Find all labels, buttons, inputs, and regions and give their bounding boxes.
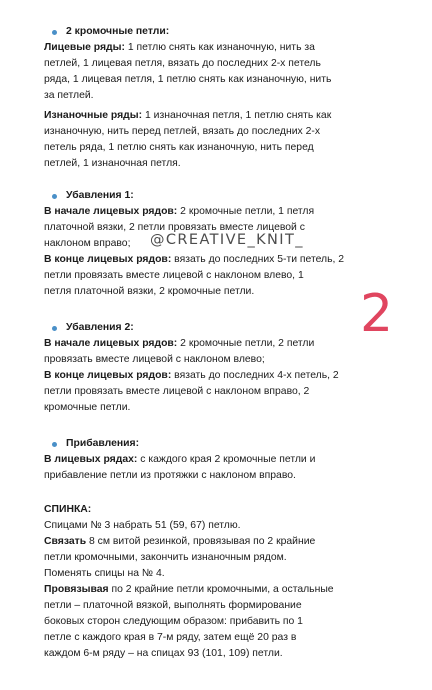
section-heading bbox=[52, 436, 384, 452]
section-heading bbox=[52, 24, 384, 40]
section-heading bbox=[52, 320, 384, 336]
paragraph-line: кромочные петли. bbox=[44, 402, 131, 413]
paragraph-line: петля платочной вязки, 2 кромочные петли. bbox=[44, 286, 255, 297]
text: 2 кромочные петли, 1 петля bbox=[177, 206, 315, 217]
paragraph-line: каждом 6-м ряду – на спицах 93 (101, 109) петли. bbox=[44, 648, 283, 659]
paragraph-line bbox=[44, 534, 384, 550]
paragraph-line: Спицами № 3 набрать 51 (59, 67) петлю. bbox=[44, 520, 241, 531]
label-purl-rows: Изнаночные ряды: bbox=[44, 110, 143, 121]
heading-text: Убавления 2: bbox=[66, 322, 134, 333]
heading-text: 2 кромочные петли: bbox=[66, 26, 170, 37]
paragraph-line bbox=[44, 582, 384, 598]
paragraph-line: ряда, 1 лицевая петля, 1 петлю снять как изнаночную, нить bbox=[44, 74, 332, 85]
section-heading bbox=[52, 188, 384, 204]
section-increases bbox=[44, 436, 384, 484]
paragraph-line: провязать вместе лицевой с наклоном влево; bbox=[44, 354, 265, 365]
bullet-icon bbox=[52, 442, 57, 447]
text: 8 см витой резинкой, провязывая по 2 крайние bbox=[86, 536, 316, 547]
paragraph-line: петли провязать вместе лицевой с наклоном вправо, 2 bbox=[44, 386, 310, 397]
bullet-icon bbox=[52, 30, 57, 35]
paragraph-line: изнаночную, нить перед петлей, вязать до последних 2-х bbox=[44, 126, 321, 137]
label-end-rows: В конце лицевых рядов: bbox=[44, 370, 172, 381]
text: вязать до последних 4-х петель, 2 bbox=[171, 370, 339, 381]
section-edge-stitches bbox=[44, 24, 384, 172]
text: 1 петлю снять как изнаночную, нить за bbox=[124, 42, 315, 53]
paragraph-line: платочной вязки, 2 петли провязать вместе лицевой с bbox=[44, 222, 305, 233]
label-knit-rows: В лицевых рядах: bbox=[44, 454, 138, 465]
heading-text: Убавления 1: bbox=[66, 190, 134, 201]
label-knitting: Провязывая bbox=[44, 584, 109, 595]
section-title: СПИНКА: bbox=[44, 504, 92, 515]
paragraph-line: петлей, 1 изнаночная петля. bbox=[44, 158, 181, 169]
paragraph-line bbox=[44, 204, 384, 220]
paragraph-line bbox=[44, 252, 384, 268]
label-end-rows: В конце лицевых рядов: bbox=[44, 254, 172, 265]
paragraph-line: петлей, 1 лицевая петля, вязать до последних 2-х петель bbox=[44, 58, 321, 69]
label-start-rows: В начале лицевых рядов: bbox=[44, 338, 178, 349]
paragraph-line: петли – платочной вязкой, выполнять формирование bbox=[44, 600, 302, 611]
paragraph-line: боковых сторон следующим образом: прибавить по 1 bbox=[44, 616, 303, 627]
paragraph-line: Поменять спицы на № 4. bbox=[44, 568, 165, 579]
paragraph-line: петле с каждого края в 7-м ряду, затем ещё 20 раз в bbox=[44, 632, 297, 643]
paragraph-line: прибавление петли из протяжки с наклоном вправо. bbox=[44, 470, 296, 481]
watermark: @CREATIVE_KNIT_ bbox=[150, 232, 304, 248]
paragraph-line: наклоном вправо; bbox=[44, 238, 131, 249]
paragraph-line bbox=[44, 336, 384, 352]
text: вязать до последних 5-ти петель, 2 bbox=[171, 254, 345, 265]
paragraph-line: петель ряда, 1 петлю снять как изнаночную, нить перед bbox=[44, 142, 314, 153]
bullet-icon bbox=[52, 326, 57, 331]
paragraph-line bbox=[44, 368, 384, 384]
text: 2 кромочные петли, 2 петли bbox=[177, 338, 315, 349]
text: с каждого края 2 кромочные петли и bbox=[137, 454, 316, 465]
paragraph-line: петли провязать вместе лицевой с наклоном влево, 1 bbox=[44, 270, 304, 281]
section-back bbox=[44, 502, 384, 662]
paragraph-line: петли кромочными, закончить изнаночным рядом. bbox=[44, 552, 287, 563]
label-start-rows: В начале лицевых рядов: bbox=[44, 206, 178, 217]
page-number: 2 bbox=[360, 284, 394, 344]
text: 1 изнаночная петля, 1 петлю снять как bbox=[142, 110, 332, 121]
label-tie: Связать bbox=[44, 536, 87, 547]
bullet-icon bbox=[52, 194, 57, 199]
paragraph-line bbox=[44, 108, 384, 124]
paragraph-line bbox=[44, 40, 384, 56]
heading-text: Прибавления: bbox=[66, 438, 140, 449]
section-decreases-2 bbox=[44, 320, 384, 416]
paragraph-line: за петлей. bbox=[44, 90, 94, 101]
label-knit-rows: Лицевые ряды: bbox=[44, 42, 125, 53]
paragraph-line bbox=[44, 452, 384, 468]
text: по 2 крайние петли кромочными, а остальные bbox=[108, 584, 334, 595]
